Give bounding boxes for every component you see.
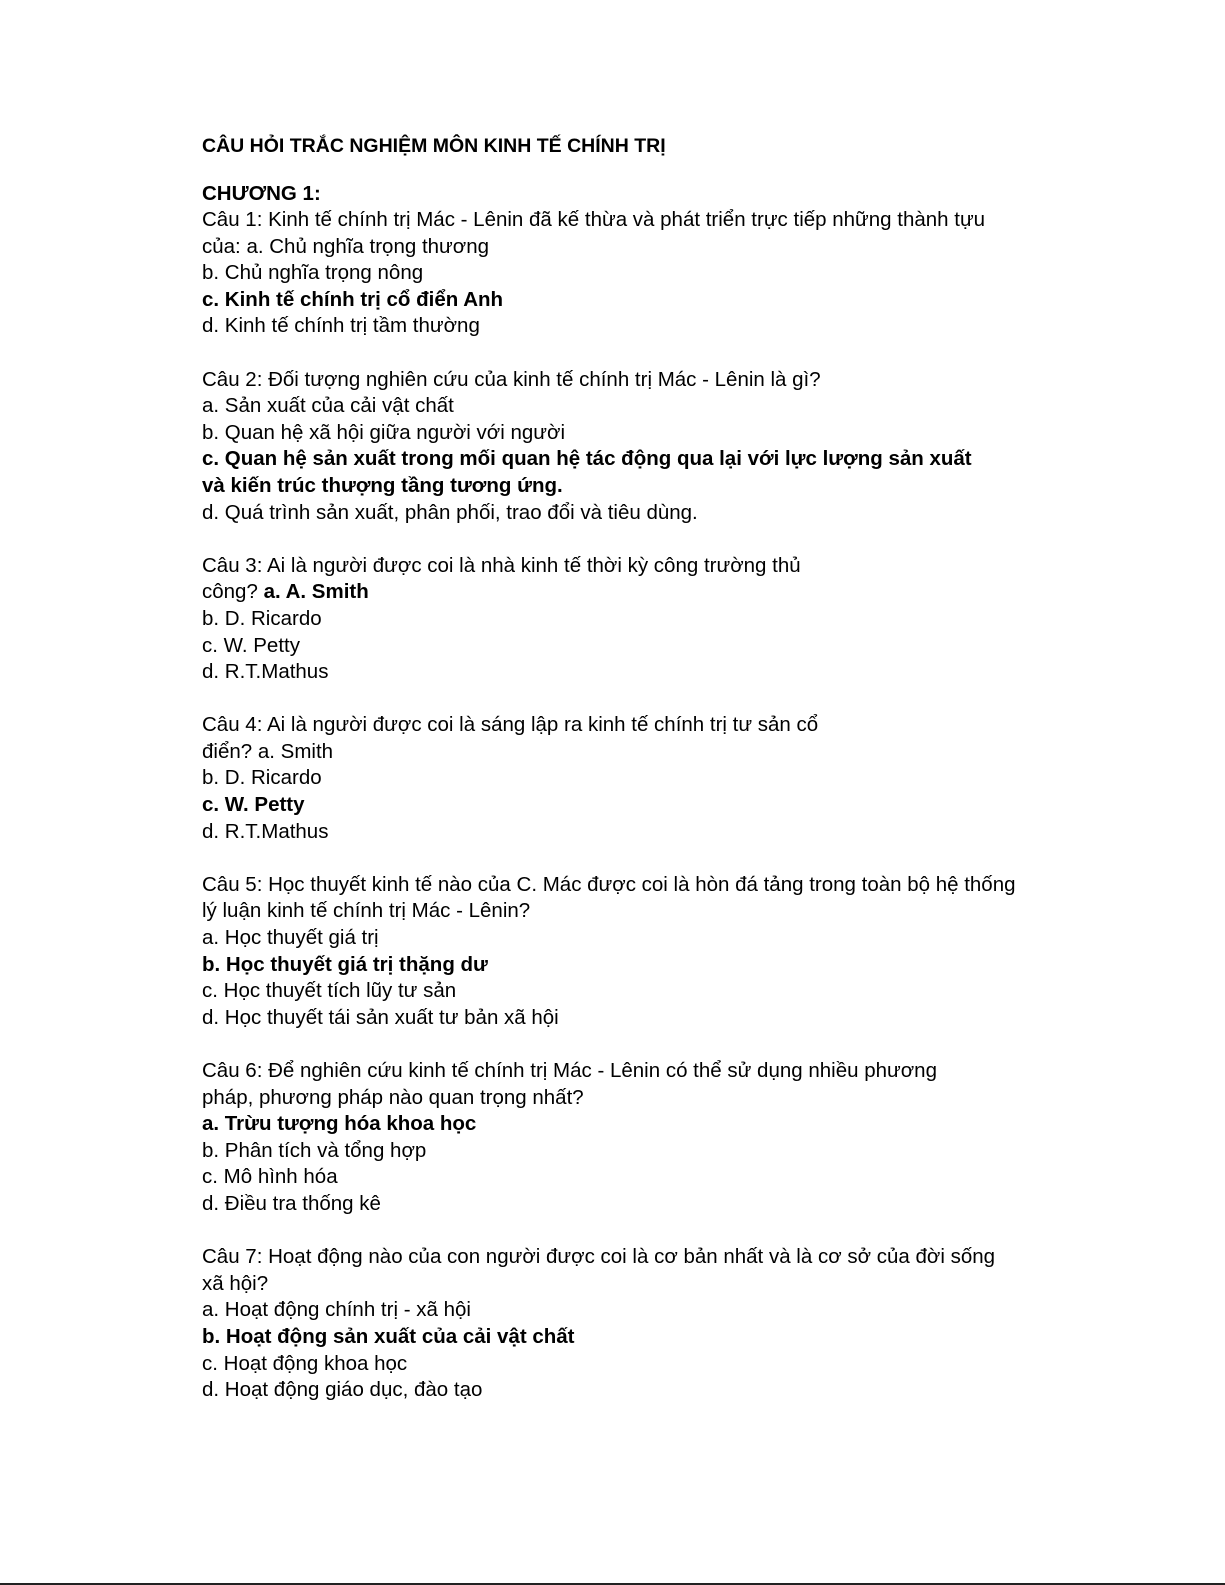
document-title: CÂU HỎI TRẮC NGHIỆM MÔN KINH TẾ CHÍNH TRỊ (202, 135, 666, 157)
answer-option: d. Quá trình sản xuất, phân phối, trao đổi và tiêu dùng. (202, 500, 698, 524)
answer-option: d. Học thuyết tái sản xuất tư bản xã hội (202, 1005, 559, 1029)
answer-option: c. Học thuyết tích lũy tư sản (202, 979, 457, 1003)
question-2 (202, 367, 1042, 527)
answer-option: b. Chủ nghĩa trọng nông (202, 261, 424, 285)
document-page (202, 133, 1042, 1404)
answer-option: c. W. Petty (202, 633, 300, 657)
correct-answer: b. Học thuyết giá trị thặng dư (202, 952, 488, 976)
answer-option: a. Hoạt động chính trị - xã hội (202, 1298, 471, 1322)
question-text: pháp, phương pháp nào quan trọng nhất? (202, 1085, 584, 1109)
question-1 (202, 207, 1042, 340)
question-text: công? a. A. Smith (202, 580, 369, 604)
question-text: điển? a. Smith (202, 739, 334, 763)
question-4 (202, 712, 1042, 845)
question-7 (202, 1244, 1042, 1404)
answer-option: b. Quan hệ xã hội giữa người với người (202, 420, 565, 444)
question-text: Câu 2: Đối tượng nghiên cứu của kinh tế chính trị Mác - Lênin là gì? (202, 367, 821, 391)
answer-option: a. Học thuyết giá trị (202, 926, 379, 950)
chapter-heading: CHƯƠNG 1: (202, 182, 321, 205)
correct-answer: a. A. Smith (263, 580, 369, 604)
answer-option: d. R.T.Mathus (202, 819, 329, 843)
question-text: Câu 5: Học thuyết kinh tế nào của C. Mác được coi là hòn đá tảng trong toàn bộ hệ thống (202, 872, 1016, 896)
answer-option: b. D. Ricardo (202, 606, 322, 630)
question-text: Câu 7: Hoạt động nào của con người được coi là cơ bản nhất và là cơ sở của đời sống (202, 1245, 996, 1269)
answer-option: d. Hoạt động giáo dục, đào tạo (202, 1378, 483, 1402)
correct-answer: a. Trừu tượng hóa khoa học (202, 1112, 477, 1136)
answer-option: d. Điều tra thống kê (202, 1191, 381, 1215)
answer-option: c. Hoạt động khoa học (202, 1351, 408, 1375)
question-text: của: a. Chủ nghĩa trọng thương (202, 234, 490, 258)
question-6 (202, 1058, 1042, 1218)
question-text: Câu 3: Ai là người được coi là nhà kinh tế thời kỳ công trường thủ (202, 553, 801, 577)
correct-answer: và kiến trúc thượng tầng tương ứng. (202, 473, 563, 497)
question-5 (202, 872, 1042, 1032)
correct-answer: c. Kinh tế chính trị cổ điển Anh (202, 287, 504, 311)
correct-answer: c. W. Petty (202, 793, 305, 817)
question-text: Câu 6: Để nghiên cứu kinh tế chính trị Mác - Lênin có thể sử dụng nhiều phương (202, 1059, 937, 1082)
answer-option: b. D. Ricardo (202, 766, 322, 790)
question-text: xã hội? (202, 1271, 269, 1295)
answer-option: b. Phân tích và tổng hợp (202, 1138, 427, 1162)
answer-option: a. Sản xuất của cải vật chất (202, 394, 454, 418)
answer-option: c. Mô hình hóa (202, 1165, 338, 1189)
question-text: Câu 1: Kinh tế chính trị Mác - Lênin đã kế thừa và phát triển trực tiếp những thành tựu (202, 208, 986, 231)
answer-option: d. R.T.Mathus (202, 660, 329, 684)
question-text: Câu 4: Ai là người được coi là sáng lập ra kinh tế chính trị tư sản cổ (202, 713, 819, 737)
answer-option: d. Kinh tế chính trị tầm thường (202, 314, 480, 338)
correct-answer: b. Hoạt động sản xuất của cải vật chất (202, 1324, 575, 1348)
question-3 (202, 553, 1042, 686)
question-text: lý luận kinh tế chính trị Mác - Lênin? (202, 899, 531, 923)
correct-answer: c. Quan hệ sản xuất trong mối quan hệ tác động qua lại với lực lượng sản xuất (202, 447, 972, 471)
